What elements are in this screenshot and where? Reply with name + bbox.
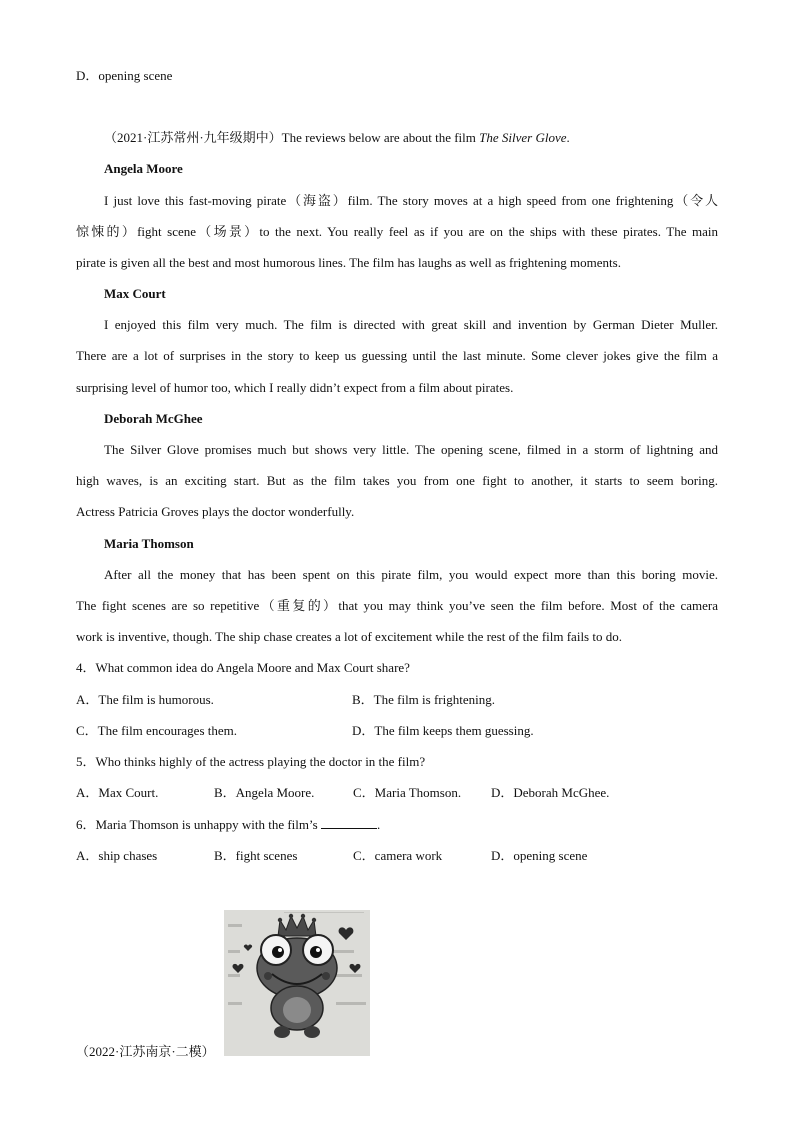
review-line: I just love this fast-moving pirate（海盗）film. The story moves at a high speed from one frightening（令人 — [104, 193, 718, 208]
review-line: I enjoyed this film very much. The film is directed with great skill and invention by German Dieter Muller. — [104, 317, 718, 332]
review-line: There are a lot of surprises in the story to keep us guessing until the last minute. Some clever jokes give the film a — [76, 348, 718, 363]
prev-option-d: D．opening scene — [76, 68, 173, 83]
reviewer-name: Maria Thomson — [104, 536, 194, 551]
review-line: surprising level of humor too, which I really didn’t expect from a film about pirates. — [76, 380, 514, 395]
answer-option: B．fight scenes — [214, 848, 298, 863]
review-line: After all the money that has been spent on this pirate film, you would expect more than this boring movie. — [104, 567, 718, 582]
review-line: Actress Patricia Groves plays the doctor wonderfully. — [76, 504, 355, 519]
question-stem: 4．What common idea do Angela Moore and Max Court share? — [76, 660, 410, 675]
answer-option: C．The film encourages them. — [76, 723, 238, 738]
answer-option: C．camera work — [353, 848, 443, 863]
passage-intro — [104, 129, 570, 147]
question-stem: 5．Who thinks highly of the actress playing the doctor in the film? — [76, 754, 426, 769]
intro-end: . — [566, 130, 570, 145]
answer-option: D．opening scene — [491, 848, 588, 863]
source-tag: （2021·江苏常州·九年级期中） — [104, 130, 282, 145]
next-source-tag: （2022·江苏南京·二模） — [76, 1044, 215, 1059]
answer-option: A．Max Court. — [76, 785, 159, 800]
answer-option: D．The film keeps them guessing. — [352, 723, 534, 738]
reviewer-name: Deborah McGhee — [104, 411, 203, 426]
review-line: The Silver Glove promises much but shows very little. The opening scene, filmed in a storm of lightning and — [104, 442, 718, 457]
answer-option: A．The film is humorous. — [76, 692, 214, 707]
answer-blank — [321, 816, 377, 829]
review-line: 惊悚的）fight scene（场景）to the next. You really feel as if you are on the ships with these pirates. The main — [76, 224, 718, 239]
review-line: high waves, is an exciting start. But as the film takes you from one fight to another, it starts to seem boring. — [76, 473, 718, 488]
film-title: The Silver Glove — [479, 130, 567, 145]
answer-option: A．ship chases — [76, 848, 158, 863]
intro-text: The reviews below are about the film — [281, 130, 480, 145]
question-stem: 6．Maria Thomson is unhappy with the film’s . — [76, 817, 381, 832]
review-line: pirate is given all the best and most humorous lines. The film has laughs as well as frightening moments. — [76, 255, 621, 270]
reviewer-name: Max Court — [104, 286, 166, 301]
reviewer-name: Angela Moore — [104, 161, 183, 176]
review-line: work is inventive, though. The ship chase creates a lot of excitement while the rest of the film fails to do. — [76, 629, 622, 644]
answer-option: B．Angela Moore. — [214, 785, 315, 800]
review-line: The fight scenes are so repetitive（重复的）that you may think you’ve seen the film before. Most of the camera — [76, 598, 718, 613]
answer-option: C．Maria Thomson. — [353, 785, 462, 800]
crowned-frog-photo — [224, 910, 370, 1056]
answer-option: D．Deborah McGhee. — [491, 785, 610, 800]
answer-option: B．The film is frightening. — [352, 692, 495, 707]
